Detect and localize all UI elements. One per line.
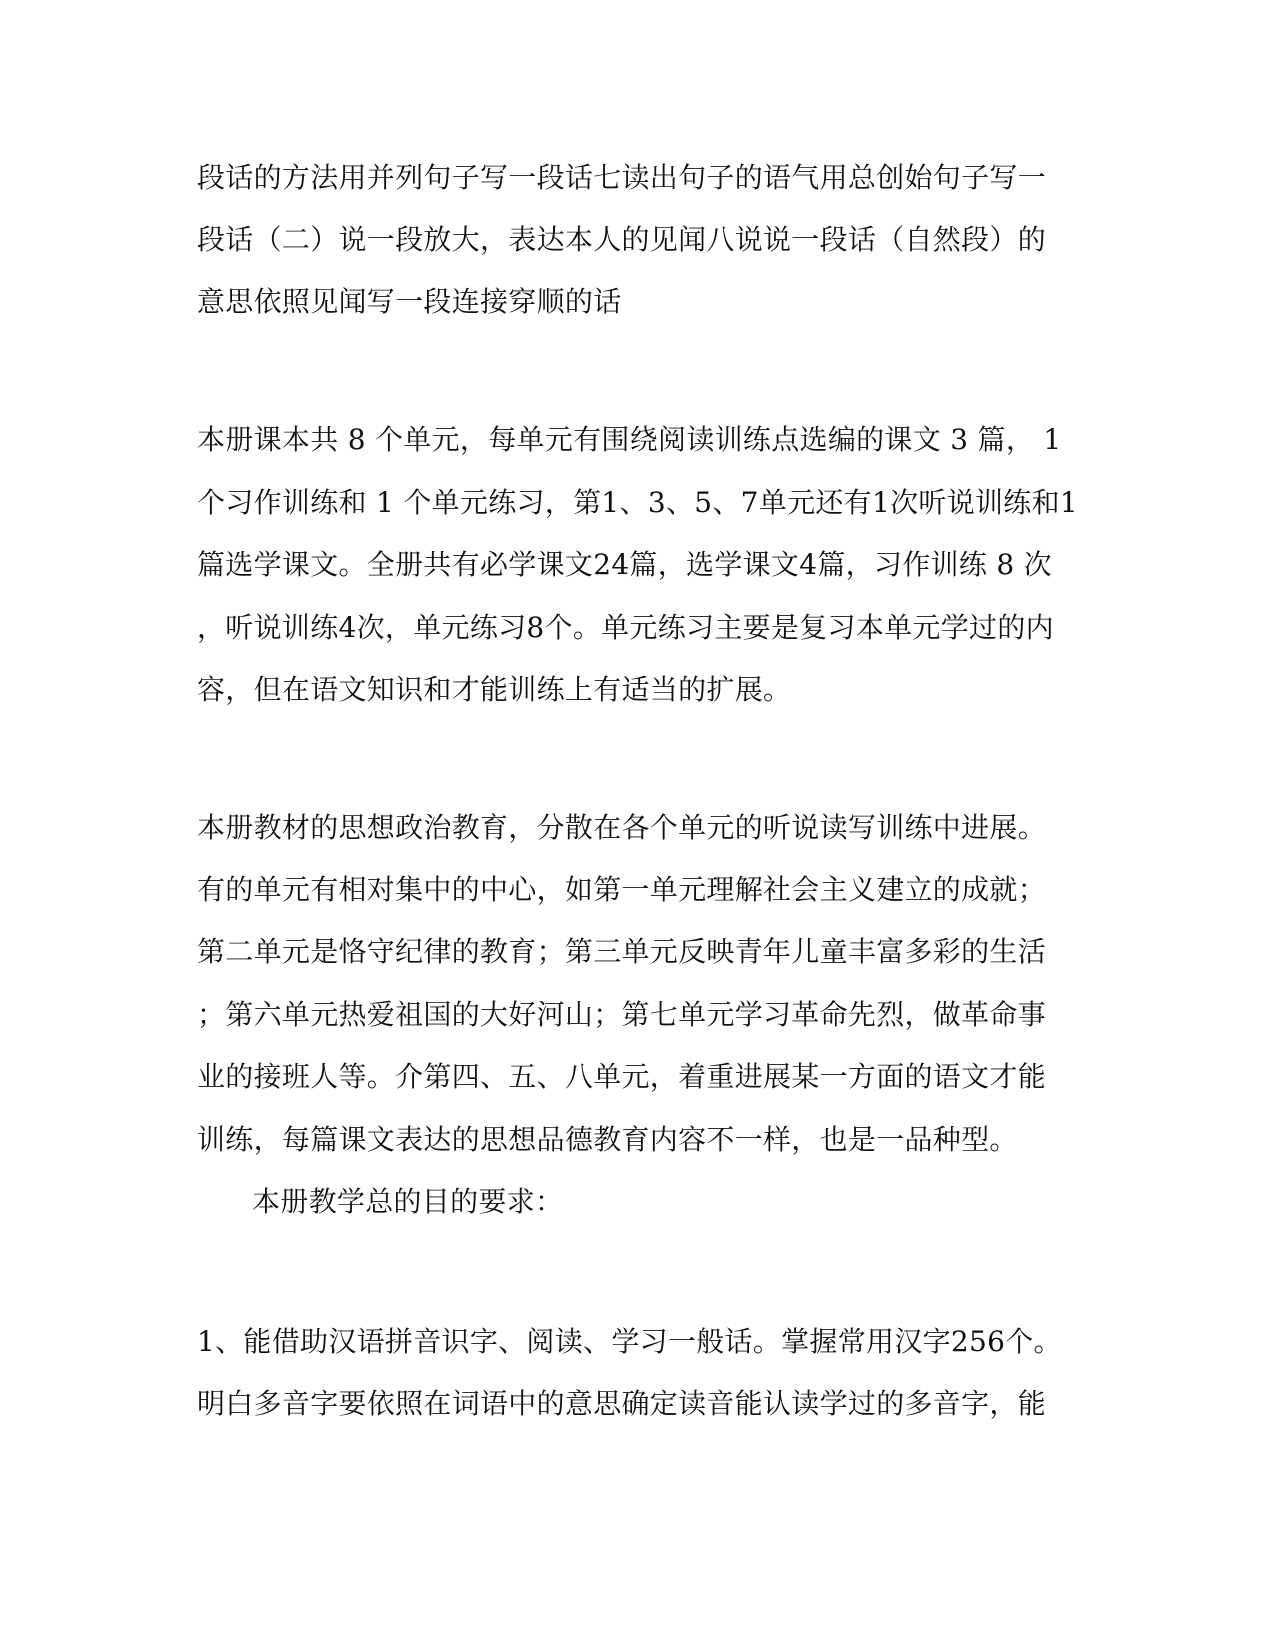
text-line: 篇选学课文。全册共有必学课文24篇，选学课文4篇，习作训练 8 次 bbox=[197, 548, 1052, 581]
text-line: 段话（二）说一段放大，表达本人的见闻八说说一段话（自然段）的 bbox=[197, 223, 1047, 256]
text-line: 意思依照见闻写一段连接穿顺的话 bbox=[197, 285, 622, 318]
text-line: ，听说训练4次，单元练习8个。单元练习主要是复习本单元学过的内 bbox=[197, 611, 1054, 644]
text-line: 本册课本共 8 个单元，每单元有围绕阅读训练点选编的课文 3 篇， 1 bbox=[197, 423, 1062, 456]
text-line: 业的接班人等。介第四、五、八单元，着重进展某一方面的语文才能 bbox=[197, 1060, 1047, 1093]
text-line: 段话的方法用并列句子写一段话七读出句子的语气用总创始句子写一 bbox=[197, 161, 1047, 194]
text-line: 第二单元是恪守纪律的教育；第三单元反映青年儿童丰富多彩的生活 bbox=[197, 935, 1047, 968]
text-line: ；第六单元热爱祖国的大好河山；第七单元学习革命先烈，做革命事 bbox=[197, 998, 1047, 1031]
text-line: 训练，每篇课文表达的思想品德教育内容不一样，也是一品种型。 bbox=[197, 1123, 1018, 1156]
text-line: 容，但在语文知识和才能训练上有适当的扩展。 bbox=[197, 673, 792, 706]
text-line: 本册教材的思想政治教育，分散在各个单元的听说读写训练中进展。 bbox=[197, 811, 1047, 844]
text-line: 明白多音字要依照在词语中的意思确定读音能认读学过的多音字，能 bbox=[197, 1387, 1047, 1420]
section-heading: 本册教学总的目的要求： bbox=[252, 1185, 564, 1218]
text-line: 个习作训练和 1 个单元练习，第1、3、5、7单元还有1次听说训练和1 bbox=[197, 486, 1079, 519]
text-line: 有的单元有相对集中的中心，如第一单元理解社会主义建立的成就； bbox=[197, 873, 1047, 906]
text-line: 1、能借助汉语拼音识字、阅读、学习一般话。掌握常用汉字256个。 bbox=[197, 1325, 1062, 1358]
